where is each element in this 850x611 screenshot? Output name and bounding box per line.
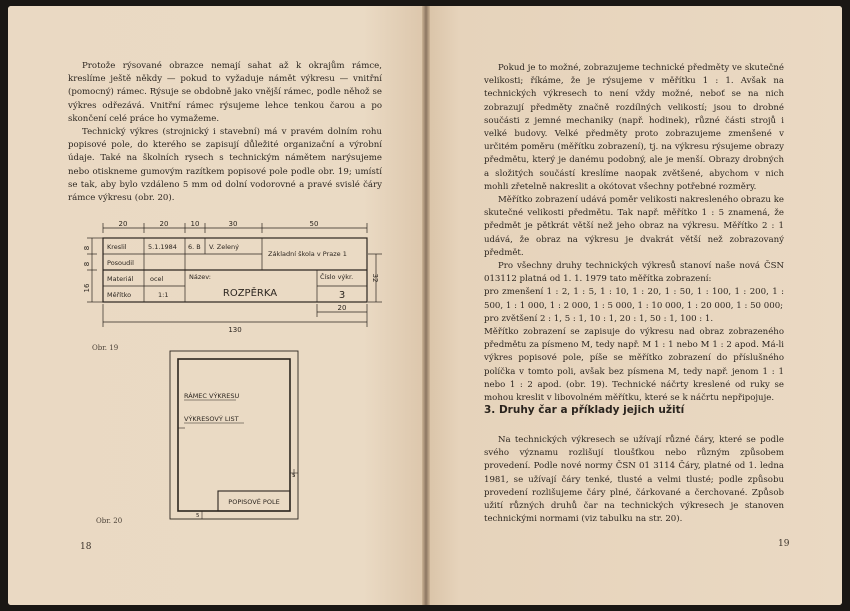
frame-label: RÁMEC VÝKRESU [184, 392, 240, 400]
dim-right: 32 [371, 273, 379, 283]
right-paragraph-3: Pro všechny druhy technických výkresů stanoví naše nová ČSN 013112 platná od 1. 1. 1979 tato měřítka zobrazení: [484, 261, 784, 285]
right-paragraph-4: Měřítko zobrazení se zapisuje do výkresu nad obraz zobrazeného předmětu za písmeno M, tedy např. M 1 : 1 nebo M 1 : 2 apod. Má-li výkres popisové pole, píše se měřítko zobrazení do příslušného políčka v tomto poli, avšak bez písmena M, tedy např. jenom 1 : 1 nebo 1 : 2 apod. (obr. 19). Technické náčrty kreslené od ruky se mohou kreslit v libovolném měřítku, které se k náčrtu nepřipojuje. [484, 327, 784, 404]
dim-bottom-small: 20 [337, 304, 347, 312]
left-paragraph-1: Protože rýsované obrazce nemají sahat až k okrajům rámce, kreslíme ještě někdy — pokud to vyžaduje námět výkresu — vnitřní (pomocný) rámec. Rýsuje se obdobně jako vnější rámec, podle něhož se výkres odřezává. Vnitřní rámec rýsujeme lehce tenkou čarou a po skončení celé práce ho vymažeme. [68, 61, 382, 124]
right-page-text [484, 62, 784, 405]
page-number-right: 19 [778, 539, 790, 549]
section-heading: 3. Druhy čar a příklady jejich užití [484, 404, 685, 416]
cell-ocel: ocel [150, 275, 164, 283]
sheet-label: VÝKRESOVÝ LIST [184, 415, 239, 423]
scale-reduce-list: pro zmenšení 1 : 2, 1 : 5, 1 : 10, 1 : 20, 1 : 50, 1 : 100, 1 : 200, 1 : 500, 1 : 1 000, 1 : 2 000, 1 : 5 000, 1 : 10 000, 1 : 20 000, 1 : 50 000; [484, 287, 784, 311]
cell-cislo-value: 3 [338, 290, 346, 301]
figure-20-caption: Obr. 20 [96, 517, 123, 525]
figure-20 [160, 345, 310, 525]
title-block-label: POPISOVÉ POLE [228, 498, 280, 506]
cell-name: V. Zelený [209, 243, 239, 251]
left-page-text [68, 60, 382, 205]
cell-meritko: Měřítko [107, 291, 132, 299]
dim-left-2: 8 [83, 261, 91, 267]
cell-title-rozperka: ROZPĚRKA [222, 288, 278, 299]
book-gutter [422, 6, 430, 605]
right-paragraph-5: Na technických výkresech se užívají různé čáry, které se podle svého významu rozlišují tloušťkou nebo různým způsobem provedení. Podle nové normy ČSN 01 3114 Čáry, platné od 1. ledna 1981, se užívají čáry tenké, tlusté a velmi tlusté; podle způsobu provedení rozlišujeme čáry plné, čárkované a čerchované. Způsob užití různých druhů čar na technických výkresech je stanoven technickými normami (viz tabulku na str. 20). [484, 435, 784, 525]
dim-top-2: 20 [159, 220, 169, 228]
dim-top-4: 30 [228, 220, 238, 228]
dim-top-3: 10 [190, 220, 200, 228]
dim-5-right: 5 [292, 473, 296, 479]
dim-left-3: 16 [83, 283, 91, 293]
right-section-text [484, 434, 784, 526]
cell-cislo: Číslo výkr. [320, 273, 354, 281]
figure-19-caption: Obr. 19 [92, 344, 119, 352]
cell-posoudil: Posoudil [107, 259, 134, 267]
cell-class: 6. B [188, 243, 201, 251]
page-number-left: 18 [80, 542, 92, 552]
cell-school: Základní škola v Praze 1 [268, 250, 347, 258]
cell-nazev: Název: [189, 273, 211, 281]
right-paragraph-2: Měřítko zobrazení udává poměr velikosti nakresleného obrazu ke skutečné velikosti předmětu. Tak např. měřítko 1 : 5 znamená, že předmět je pětkrát větší než jeho obraz na výkresu. Měřítko 2 : 1 udává, že obraz na výkresu je dvakrát větší než zobrazovaný předmět. [484, 195, 784, 258]
scale-enlarge-list: pro zvětšení 2 : 1, 5 : 1, 10 : 1, 20 : 1, 50 : 1, 100 : 1. [484, 313, 714, 324]
cell-date: 5.1.1984 [148, 243, 177, 251]
cell-meritko-value: 1:1 [158, 291, 169, 299]
cell-kreslil: Kreslil [107, 243, 127, 251]
left-paragraph-2: Technický výkres (strojnický i stavební) má v pravém dolním rohu popisové pole, do kterého se zapisují důležité organizační a výrobní údaje. Také na školních rysech s technickým námětem narýsujeme nebo otiskneme gumovým razítkem popisové pole podle obr. 19; umístí se tak, aby bylo vzdáleno 5 mm od dolní vodorovné a pravé svislé čáry rámce výkresu (obr. 20). [68, 127, 382, 204]
cell-material: Materiál [107, 275, 134, 283]
dim-top-1: 20 [118, 220, 128, 228]
dim-top-5: 50 [309, 220, 319, 228]
dim-5-bottom: 5 [196, 513, 200, 519]
right-paragraph-1: Pokud je to možné, zobrazujeme technické předměty ve skutečné velikosti; říkáme, že je rýsujeme v měřítku 1 : 1. Avšak na technických výkresech to není vždy možné, neboť se na nich zobrazují předměty značně rozdílných velikostí; jsou to drobné součásti z jemné mechaniky (např. hodinek), různé části strojů i velké budovy. Velké předměty proto zobrazujeme zmenšené v určitém poměru (měřítku zobrazení), tj. na výkresu rýsujeme obrazy předmětu, který je danému podobný, ale je menší. Obrazy drobných a složitých součástí kreslíme naopak zvětšené, abychom v nich mohli zřetelně nakreslit a okótovat všechny potřebné rozměry. [484, 63, 784, 192]
dim-left-1: 8 [83, 245, 91, 251]
figure-19 [70, 214, 390, 354]
dim-bottom: 130 [228, 326, 242, 334]
